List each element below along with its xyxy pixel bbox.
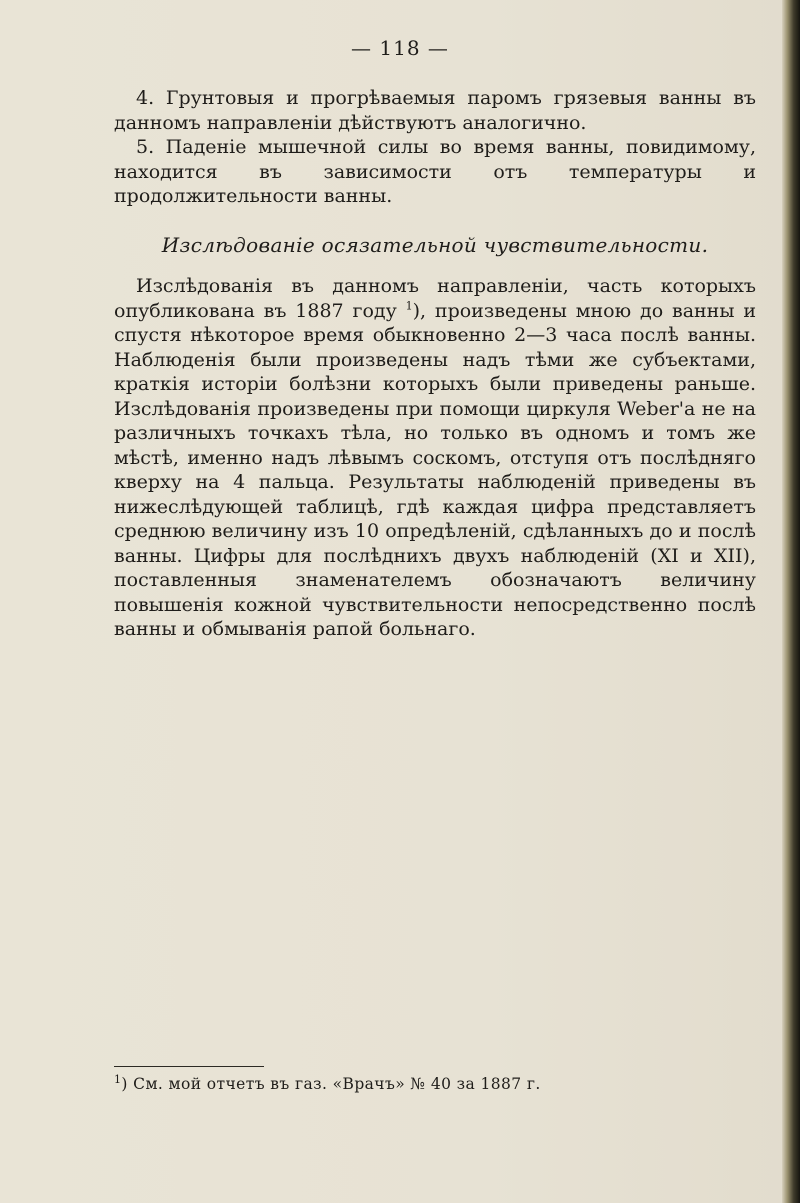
main-paragraph-text-rest: ), произведены мною до ванны и спустя нѣкоторое время обыкновенно 2—3 часа послѣ ванны. Наблюденія были произведены надъ тѣми же субъектами, краткія исторіи болѣзни которыхъ были приведены раньше. Изслѣдованія произведены при помощи циркуля Weber'а не на различныхъ точкахъ тѣла, но только въ одномъ и томъ же мѣстѣ, именно надъ лѣвымъ соскомъ, отступя отъ послѣдняго кверху на 4 пальца. Результаты наблюденій приведены въ нижеслѣдующей таблицѣ, гдѣ каждая цифра представляетъ среднюю величину изъ 10 опредѣленій, сдѣланныхъ до и послѣ ванны. Цифры для послѣднихъ двухъ наблюденій (XI и XII), поставленныя знаменателемъ обозначаютъ величину повышенія кожной чувствительности непосредственно послѣ ванны и обмыванія рапой больнаго. — [114, 299, 756, 640]
footnote-marker: 1 — [114, 1072, 122, 1086]
page-number: — 118 — — [351, 36, 449, 60]
footnote-divider — [114, 1066, 264, 1067]
footnote — [114, 1072, 541, 1093]
paragraph-4: 4. Грунтовыя и прогрѣваемыя паромъ грязевыя ванны въ данномъ направленіи дѣйствуютъ аналогично. — [114, 87, 756, 134]
section-heading: Изслѣдованіе осязательной чувствительности. — [161, 232, 709, 257]
main-paragraph — [114, 274, 756, 642]
footnote-reference: 1 — [405, 299, 413, 313]
book-spine-edge — [782, 0, 800, 1203]
main-paragraph-text-start: Изслѣдованія въ данномъ направленіи, часть которыхъ опубликована въ 1887 году — [114, 275, 756, 322]
body-text — [114, 86, 756, 642]
footnote-text: ) См. мой отчетъ въ газ. «Врачъ» № 40 за 1887 г. — [121, 1075, 541, 1093]
paragraph-5: 5. Паденіе мышечной силы во время ванны, повидимому, находится въ зависимости отъ температуры и продолжительности ванны. — [114, 136, 756, 207]
